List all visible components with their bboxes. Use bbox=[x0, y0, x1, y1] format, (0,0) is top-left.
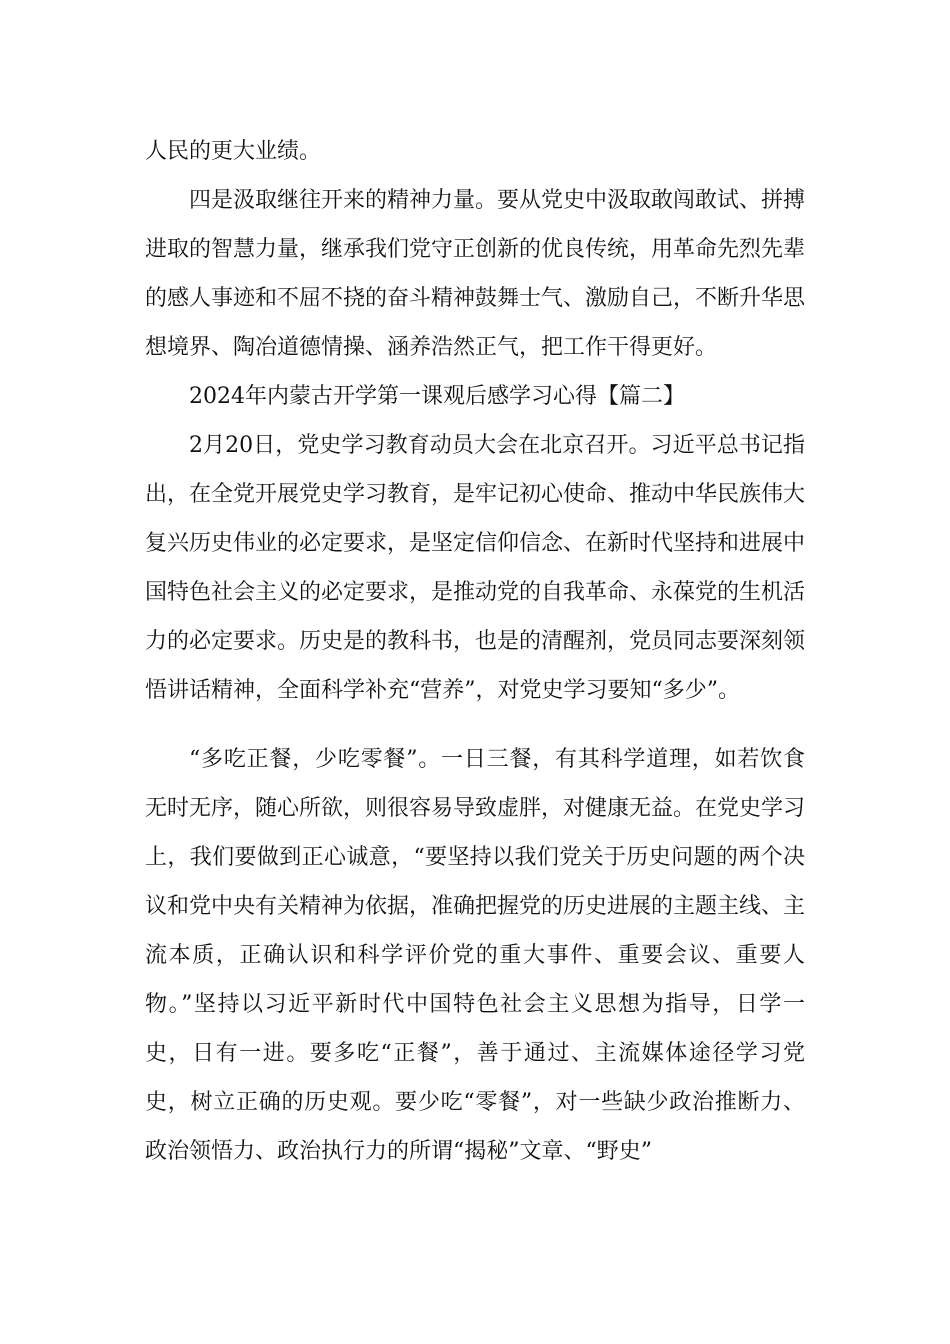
document-body bbox=[145, 127, 805, 1176]
paragraph-four-spirit: 四是汲取继往开来的精神力量。要从党史中汲取敢闯敢试、拼搏进取的智慧力量，继承我们党守正创新的优良传统，用革命先烈先辈的感人事迹和不屈不挠的奋斗精神鼓舞士气、激励自己，不断升华思想境界、陶冶道德情操、涵养浩然正气，把工作干得更好。 bbox=[145, 188, 806, 360]
paragraph-continued: 人民的更大业绩。 bbox=[145, 139, 322, 164]
paragraph-mobilization-meeting: 2月20日，党史学习教育动员大会在北京召开。习近平总书记指出，在全党开展党史学习教育，是牢记初心使命、推动中华民族伟大复兴历史伟业的必定要求，是坚定信仰信念、在新时代坚持和进展中国特色社会主义的必定要求，是推动党的自我革命、永葆党的生机活力的必定要求。历史是的教科书，也是的清醒剂，党员同志要深刻领悟讲话精神，全面科学补充“营养”，对党史学习要知“多少”。 bbox=[145, 433, 806, 703]
paragraph-gap bbox=[145, 715, 805, 735]
section-heading: 2024年内蒙古开学第一课观后感学习心得【篇二】 bbox=[189, 384, 685, 409]
paragraph-main-meals: “多吃正餐，少吃零餐”。一日三餐，有其科学道理，如若饮食无时无序，随心所欲，则很容易导致虚胖，对健康无益。在党史学习上，我们要做到正心诚意，“要坚持以我们党关于历史问题的两个决议和党中央有关精神为依据，准确把握党的历史进展的主题主线、主流本质，正确认识和科学评价党的重大事件、重要会议、重要人物。”坚持以习近平新时代中国特色社会主义思想为指导，日学一史，日有一进。要多吃“正餐”，善于通过、主流媒体途径学习党史，树立正确的历史观。要少吃“零餐”，对一些缺少政治推断力、政治领悟力、政治执行力的所谓“揭秘”文章、“野史” bbox=[145, 747, 806, 1164]
